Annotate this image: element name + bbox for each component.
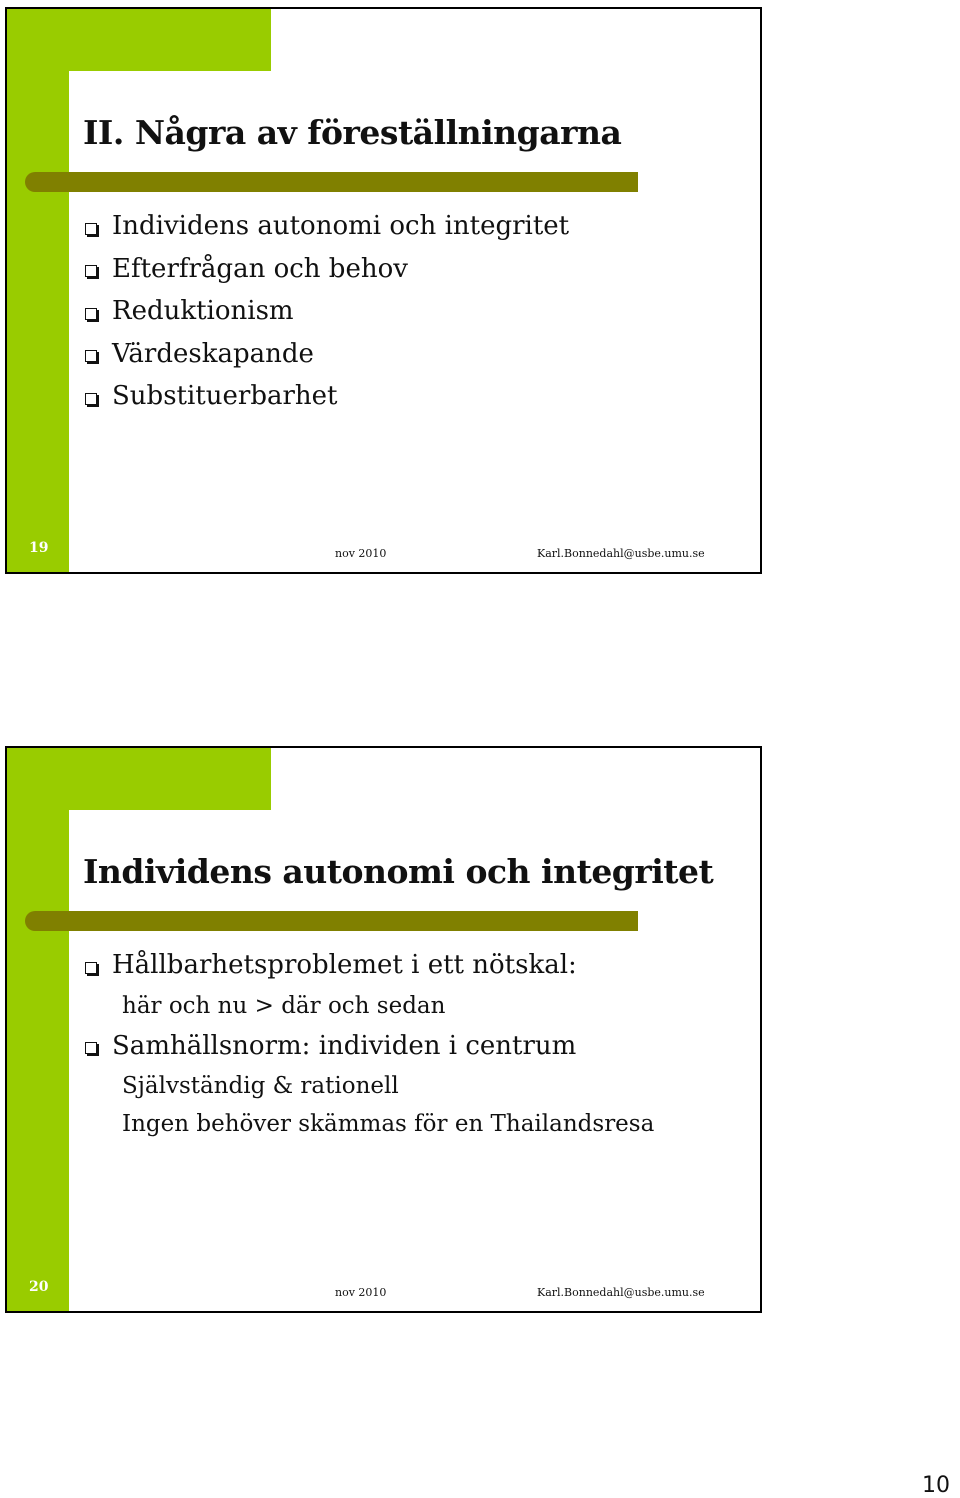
footer-date: nov 2010 <box>335 1286 387 1299</box>
bullet-text: Efterfrågan och behov <box>112 253 408 284</box>
list-item <box>85 375 569 418</box>
list-item <box>85 248 569 291</box>
checkbox-bullet-icon <box>85 393 97 405</box>
sub-item: Självständig & rationell <box>122 1073 399 1099</box>
green-sidebar <box>7 748 69 1311</box>
title-underline-bar <box>25 172 638 192</box>
bullet-text: Substituerbarhet <box>112 381 338 412</box>
checkbox-bullet-icon <box>85 350 97 362</box>
bullet-text: Individens autonomi och integritet <box>112 211 570 242</box>
checkbox-bullet-icon <box>85 223 97 235</box>
bullet-text: Samhällsnorm: individen i centrum <box>112 1030 577 1061</box>
slide-title: II. Några av föreställningarna <box>83 113 622 152</box>
slide-number: 19 <box>29 540 49 556</box>
sub-item: här och nu > där och sedan <box>122 992 446 1019</box>
checkbox-bullet-icon <box>85 1042 97 1054</box>
bullet-text: Reduktionism <box>112 296 294 327</box>
checkbox-bullet-icon <box>85 265 97 277</box>
green-header-block <box>7 9 271 71</box>
list-item <box>85 205 569 248</box>
sub-item: Ingen behöver skämmas för en Thailandsresa <box>122 1111 655 1137</box>
list-item <box>85 944 654 987</box>
slide-20 <box>5 746 762 1313</box>
page-number: 10 <box>922 1473 950 1498</box>
bullet-list <box>85 205 569 418</box>
content-corner <box>69 71 109 111</box>
footer-email: Karl.Bonnedahl@usbe.umu.se <box>537 547 705 560</box>
bullet-list <box>85 944 654 1143</box>
slide-19 <box>5 7 762 574</box>
bullet-text: Hållbarhetsproblemet i ett nötskal: <box>112 950 577 981</box>
green-header-block <box>7 748 271 810</box>
footer-date: nov 2010 <box>335 547 387 560</box>
bullet-text: Värdeskapande <box>112 338 314 369</box>
slide-title: Individens autonomi och integritet <box>83 852 714 891</box>
checkbox-bullet-icon <box>85 962 97 974</box>
slide-number: 20 <box>29 1279 49 1295</box>
title-underline-bar <box>25 911 638 931</box>
list-item <box>85 333 569 376</box>
list-item <box>85 1025 654 1068</box>
footer-email: Karl.Bonnedahl@usbe.umu.se <box>537 1286 705 1299</box>
content-corner <box>69 810 109 850</box>
checkbox-bullet-icon <box>85 308 97 320</box>
list-item <box>85 290 569 333</box>
green-sidebar <box>7 9 69 572</box>
